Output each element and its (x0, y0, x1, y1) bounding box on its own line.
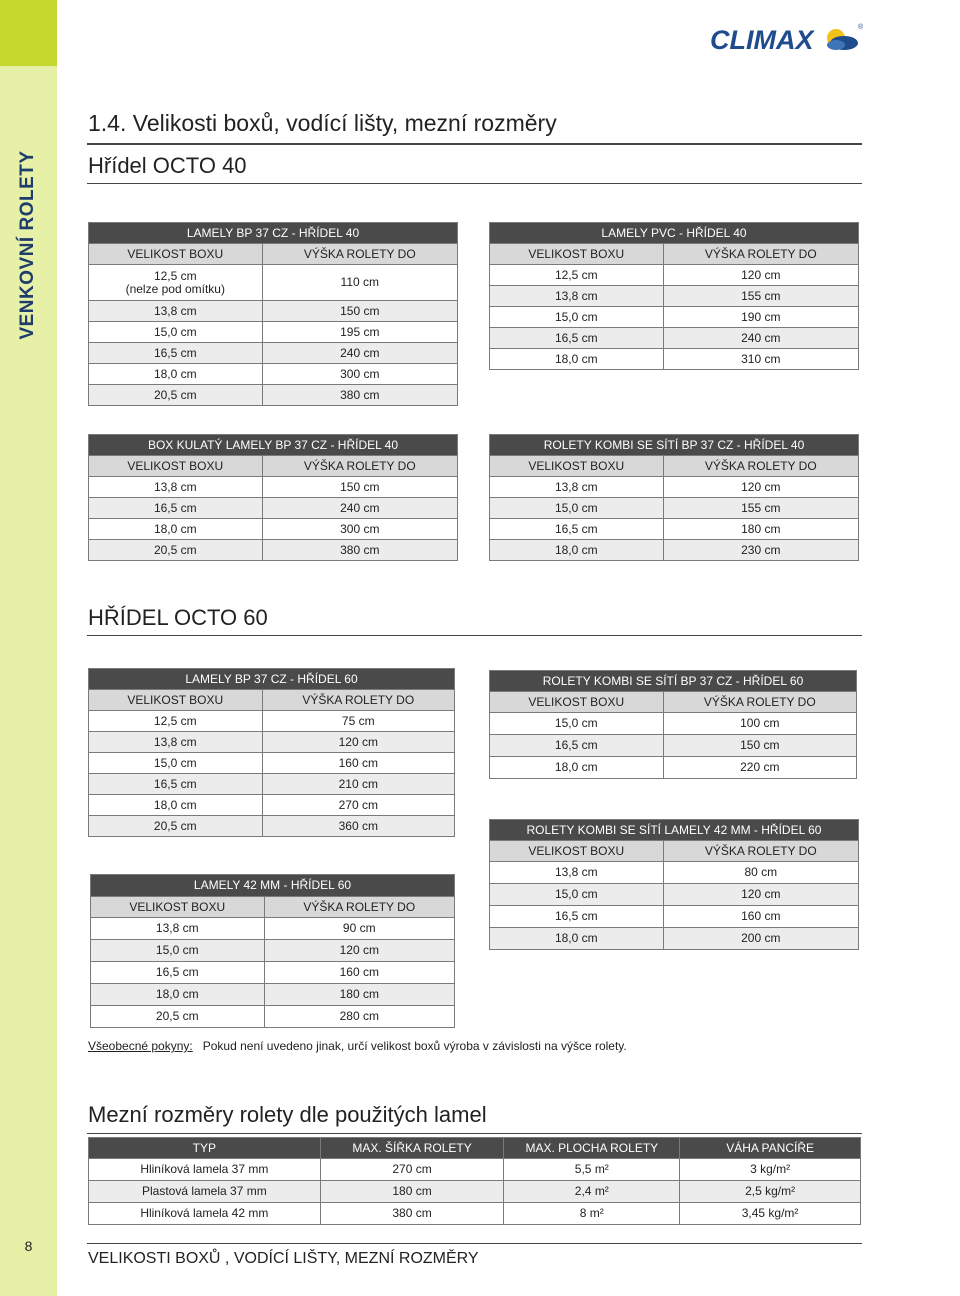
table-cell-height: 240 cm (262, 343, 457, 364)
table-cell-max-area: 5,5 m² (504, 1159, 680, 1181)
table-cell-box: 15,0 cm (490, 713, 664, 735)
table-cell-height: 180 cm (663, 519, 858, 540)
table-cell-box: 16,5 cm (490, 906, 664, 928)
table-cell-height: 120 cm (663, 884, 858, 906)
table-cell-box: 15,0 cm (89, 753, 263, 774)
table-title: LAMELY BP 37 CZ - HŘÍDEL 60 (89, 669, 455, 690)
registered-mark: ® (858, 24, 864, 31)
table-cell-box: 18,0 cm (490, 349, 664, 370)
table-cell-box: 15,0 cm (490, 884, 664, 906)
table-cell-height: 150 cm (262, 477, 457, 498)
section-divider-octo60 (87, 635, 862, 636)
table-cell-box: 16,5 cm (89, 343, 263, 364)
table-cell-height: 220 cm (663, 757, 856, 779)
table-cell-height: 300 cm (262, 364, 457, 385)
col-header-height: VÝŠKA ROLETY DO (663, 692, 856, 713)
climax-logo (708, 22, 868, 56)
table-box-kulaty-hridel40 (88, 434, 458, 561)
table-cell-box: 13,8 cm (490, 862, 664, 884)
section-title-limits: Mezní rozměry rolety dle použitých lamel (88, 1102, 487, 1127)
footer-text: VELIKOSTI BOXŮ , VODÍCÍ LIŠTY, MEZNÍ ROZMĚRY (88, 1250, 479, 1267)
table-cell-height: 380 cm (262, 540, 457, 561)
col-header-height: VÝŠKA ROLETY DO (262, 244, 457, 265)
col-header-box: VELIKOST BOXU (490, 692, 664, 713)
table-cell-height: 75 cm (262, 711, 454, 732)
general-note (88, 1039, 627, 1053)
table-lamely-42mm-hridel60 (90, 874, 455, 1028)
table-cell-height: 120 cm (262, 732, 454, 753)
table-cell-height: 160 cm (663, 906, 858, 928)
table-title: BOX KULATÝ LAMELY BP 37 CZ - HŘÍDEL 40 (89, 435, 458, 456)
table-cell-height: 100 cm (663, 713, 856, 735)
table-cell-height: 180 cm (264, 984, 454, 1006)
table-cell-max-width: 270 cm (320, 1159, 504, 1181)
table-cell-type: Plastová lamela 37 mm (89, 1181, 321, 1203)
table-cell-box: 13,8 cm (490, 286, 664, 307)
table-lamely-pvc-hridel40 (489, 222, 859, 370)
table-cell-box: 13,8 cm (89, 477, 263, 498)
table-cell-height: 210 cm (262, 774, 454, 795)
section-title-octo60: HŘÍDEL OCTO 60 (88, 605, 268, 630)
table-cell-max-width: 180 cm (320, 1181, 504, 1203)
table-title: ROLETY KOMBI SE SÍTÍ BP 37 CZ - HŘÍDEL 60 (490, 671, 857, 692)
table-cell-height: 155 cm (663, 498, 858, 519)
col-header-box: VELIKOST BOXU (89, 456, 263, 477)
table-cell-box: 12,5 cm (490, 265, 664, 286)
table-cell-height: 200 cm (663, 928, 858, 950)
table-cell-height: 240 cm (262, 498, 457, 519)
table-cell-type: Hliníková lamela 37 mm (89, 1159, 321, 1181)
table-cell-box: 13,8 cm (89, 301, 263, 322)
table-cell-weight: 3 kg/m² (680, 1159, 861, 1181)
table-cell-height: 360 cm (262, 816, 454, 837)
col-header-box: VELIKOST BOXU (91, 897, 265, 918)
table-cell-box: 16,5 cm (490, 519, 664, 540)
table-cell-height: 195 cm (262, 322, 457, 343)
sun-cloud-icon (827, 29, 858, 50)
table-cell-height: 150 cm (663, 735, 856, 757)
table-title: LAMELY 42 MM - HŘÍDEL 60 (91, 875, 455, 897)
col-header-height: VÝŠKA ROLETY DO (264, 897, 454, 918)
table-kombi-bp37-hridel60 (489, 670, 857, 779)
table-cell-height: 160 cm (264, 962, 454, 984)
table-cell-max-width: 380 cm (320, 1203, 504, 1225)
sidebar-label: VENKOVNÍ ROLETY (17, 150, 38, 340)
table-cell-height: 155 cm (663, 286, 858, 307)
col-header-height: VÝŠKA ROLETY DO (663, 244, 858, 265)
col-header-weight: VÁHA PANCÍŘE (680, 1138, 861, 1159)
table-cell-box: 12,5 cm (nelze pod omítku) (89, 265, 263, 301)
table-limits (88, 1137, 861, 1225)
table-cell-height: 110 cm (262, 265, 457, 301)
footer-divider (87, 1243, 862, 1244)
col-header-height: VÝŠKA ROLETY DO (663, 841, 858, 862)
table-cell-box: 12,5 cm (89, 711, 263, 732)
table-cell-box: 18,0 cm (91, 984, 265, 1006)
table-cell-box: 13,8 cm (490, 477, 664, 498)
table-cell-height: 230 cm (663, 540, 858, 561)
table-cell-box: 20,5 cm (89, 816, 263, 837)
col-header-box: VELIKOST BOXU (89, 690, 263, 711)
table-title: LAMELY BP 37 CZ - HŘÍDEL 40 (89, 223, 458, 244)
table-cell-height: 300 cm (262, 519, 457, 540)
table-cell-box: 15,0 cm (91, 940, 265, 962)
col-header-height: VÝŠKA ROLETY DO (262, 456, 457, 477)
table-cell-height: 270 cm (262, 795, 454, 816)
table-cell-box: 18,0 cm (490, 757, 664, 779)
table-cell-height: 80 cm (663, 862, 858, 884)
table-cell-box: 15,0 cm (89, 322, 263, 343)
table-cell-height: 280 cm (264, 1006, 454, 1028)
table-cell-box: 20,5 cm (89, 385, 263, 406)
page-number: 8 (24, 1238, 33, 1254)
table-cell-max-area: 2,4 m² (504, 1181, 680, 1203)
table-cell-height: 120 cm (264, 940, 454, 962)
table-cell-box: 13,8 cm (91, 918, 265, 940)
table-cell-box: 20,5 cm (89, 540, 263, 561)
col-header-box: VELIKOST BOXU (490, 244, 664, 265)
col-header-box: VELIKOST BOXU (490, 841, 664, 862)
table-cell-box: 18,0 cm (89, 519, 263, 540)
table-cell-box: 15,0 cm (490, 498, 664, 519)
logo-text: CLIMAX (710, 25, 814, 55)
title-divider (87, 143, 862, 145)
table-cell-box: 16,5 cm (490, 735, 664, 757)
note-text: Pokud není uvedeno jinak, určí velikost boxů výroba v závislosti na výšce rolety. (202, 1039, 627, 1053)
page-title: 1.4. Velikosti boxů, vodící lišty, mezní rozměry (88, 110, 557, 136)
table-title: LAMELY PVC - HŘÍDEL 40 (490, 223, 859, 244)
table-lamely-bp37-hridel60 (88, 668, 455, 837)
table-cell-weight: 3,45 kg/m² (680, 1203, 861, 1225)
table-cell-box: 16,5 cm (89, 774, 263, 795)
col-header-type: TYP (89, 1138, 321, 1159)
subtitle-divider (87, 183, 862, 184)
table-cell-box: 18,0 cm (490, 928, 664, 950)
table-cell-height: 380 cm (262, 385, 457, 406)
table-cell-height: 240 cm (663, 328, 858, 349)
table-cell-box: 16,5 cm (91, 962, 265, 984)
sidebar-accent (0, 0, 57, 66)
table-cell-box: 15,0 cm (490, 307, 664, 328)
table-cell-height: 120 cm (663, 265, 858, 286)
sidebar (0, 0, 57, 1296)
table-cell-box: 16,5 cm (89, 498, 263, 519)
table-cell-height: 90 cm (264, 918, 454, 940)
table-cell-box: 13,8 cm (89, 732, 263, 753)
table-cell-weight: 2,5 kg/m² (680, 1181, 861, 1203)
col-header-max-width: MAX. ŠÍŘKA ROLETY (320, 1138, 504, 1159)
col-header-box: VELIKOST BOXU (89, 244, 263, 265)
table-cell-height: 310 cm (663, 349, 858, 370)
table-kombi-bp37-hridel40 (489, 434, 859, 561)
table-cell-height: 150 cm (262, 301, 457, 322)
section-divider-limits (87, 1133, 862, 1134)
table-cell-box: 16,5 cm (490, 328, 664, 349)
table-title: ROLETY KOMBI SE SÍTÍ BP 37 CZ - HŘÍDEL 40 (490, 435, 859, 456)
section-title-octo40: Hřídel OCTO 40 (88, 153, 247, 178)
table-cell-type: Hliníková lamela 42 mm (89, 1203, 321, 1225)
col-header-max-area: MAX. PLOCHA ROLETY (504, 1138, 680, 1159)
table-title: ROLETY KOMBI SE SÍTÍ LAMELY 42 MM - HŘÍDEL 60 (490, 820, 859, 841)
table-cell-max-area: 8 m² (504, 1203, 680, 1225)
col-header-height: VÝŠKA ROLETY DO (663, 456, 858, 477)
table-lamely-bp37-hridel40 (88, 222, 458, 406)
table-cell-box: 18,0 cm (89, 364, 263, 385)
table-cell-height: 160 cm (262, 753, 454, 774)
table-kombi-42mm-hridel60 (489, 819, 859, 950)
col-header-box: VELIKOST BOXU (490, 456, 664, 477)
table-cell-height: 190 cm (663, 307, 858, 328)
table-cell-height: 120 cm (663, 477, 858, 498)
table-cell-box: 18,0 cm (89, 795, 263, 816)
table-cell-box: 20,5 cm (91, 1006, 265, 1028)
note-label: Všeobecné pokyny: (88, 1039, 193, 1053)
table-cell-box: 18,0 cm (490, 540, 664, 561)
col-header-height: VÝŠKA ROLETY DO (262, 690, 454, 711)
